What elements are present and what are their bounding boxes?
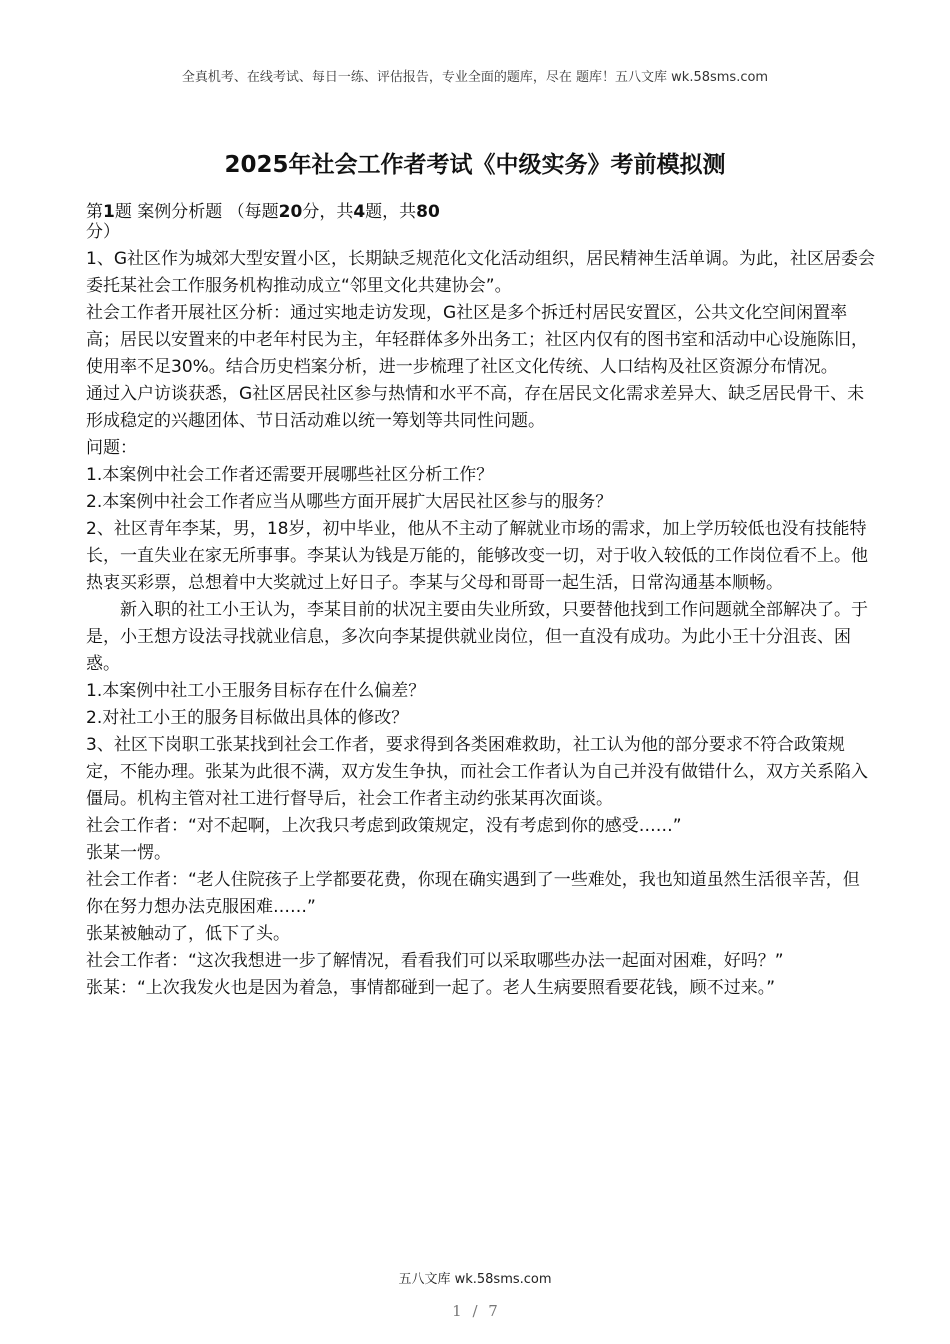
section-heading (86, 202, 526, 242)
section-unit-total: 题，共 (365, 202, 417, 222)
q3-dialogue-3: 社会工作者：“老人住院孩子上学都要花费，你现在确实遇到了一些难处，我也知道虽然生活很辛苦，但你在努力想办法克服困难……” (86, 870, 860, 917)
q3-dialogue-6: 张某：“上次我发火也是因为着急，事情都碰到一起了。老人生病要照看要花钱，顾不过来。” (86, 978, 776, 998)
q3-intro: 3、社区下岗职工张某找到社会工作者，要求得到各类困难救助，社工认为他的部分要求不符合政策规定，不能办理。张某为此很不满，双方发生争执，而社会工作者认为自己并没有做错什么，双方关系陷入僵局。机构主管对社工进行督导后，社会工作者主动约张某再次面谈。 (86, 735, 868, 809)
q2-question-2: 2.对社工小王的服务目标做出具体的修改？ (86, 708, 409, 728)
q3-dialogue-4: 张某被触动了，低下了头。 (86, 924, 290, 944)
section-prefix: 第 (86, 202, 103, 222)
section-unit-count: 分，共 (302, 202, 354, 222)
q3-dialogue-1: 社会工作者：“对不起啊，上次我只考虑到政策规定，没有考虑到你的感受……” (86, 816, 682, 836)
q2-intro: 2、社区青年李某，男，18岁，初中毕业，他从不主动了解就业市场的需求，加上学历较低也没有技能特长，一直失业在家无所事事。李某认为钱是万能的，能够改变一切，对于收入较低的工作岗位看不上。他热衷买彩票，总想着中大奖就过上好日子。李某与父母和哥哥一起生活，日常沟通基本顺畅。 (86, 519, 868, 593)
section-points-each: 20 (278, 202, 303, 222)
section-question-count: 4 (353, 202, 366, 222)
section-total-points: 80 (416, 202, 440, 222)
q3-dialogue-2: 张某一愣。 (86, 843, 171, 863)
page-number: 1 / 7 (452, 1302, 498, 1320)
header-promo: 全真机考、在线考试、每日一练、评估报告，专业全面的题库，尽在 题库！五八文库 wk.58sms.com (181, 70, 769, 85)
footer-site: 五八文库 wk.58sms.com (398, 1272, 552, 1287)
q1-intro: 1、G社区作为城郊大型安置小区，长期缺乏规范化文化活动组织，居民精神生活单调。为此，社区居委会委托某社会工作服务机构推动成立“邻里文化共建协会”。 (86, 249, 875, 296)
q1-question-1: 1.本案例中社会工作者还需要开展哪些社区分析工作？ (86, 465, 494, 485)
q2-question-1: 1.本案例中社工小王服务目标存在什么偏差？ (86, 681, 426, 701)
section-label: 题 案例分析题 （每题 (114, 202, 279, 222)
q1-question-label: 问题： (86, 438, 137, 458)
section-suffix: 分） (86, 222, 120, 242)
document-body (86, 202, 876, 1002)
q3-dialogue-5: 社会工作者：“这次我想进一步了解情况，看看我们可以采取哪些办法一起面对困难，好吗？” (86, 951, 784, 971)
q1-analysis: 社会工作者开展社区分析：通过实地走访发现，G社区是多个拆迁村居民安置区，公共文化空间闲置率高；居民以安置来的中老年村民为主，年轻群体多外出务工；社区内仅有的图书室和活动中心设施陈旧，使用率不足30%。结合历史档案分析，进一步梳理了社区文化传统、人口结构及社区资源分布情况。 (86, 303, 868, 377)
section-number: 1 (103, 202, 115, 222)
q1-visits: 通过入户访谈获悉，G社区居民社区参与热情和水平不高，存在居民文化需求差异大、缺乏居民骨干、未形成稳定的兴趣团体、节日活动难以统一筹划等共同性问题。 (86, 384, 865, 431)
document-title: 2025年社会工作者考试《中级实务》考前模拟测 (224, 152, 726, 178)
q2-worker: 新入职的社工小王认为，李某目前的状况主要由失业所致，只要替他找到工作问题就全部解决了。于是，小王想方设法寻找就业信息，多次向李某提供就业岗位，但一直没有成功。为此小王十分沮丧、困惑。 (86, 600, 868, 674)
q1-question-2: 2.本案例中社会工作者应当从哪些方面开展扩大居民社区参与的服务？ (86, 492, 613, 512)
